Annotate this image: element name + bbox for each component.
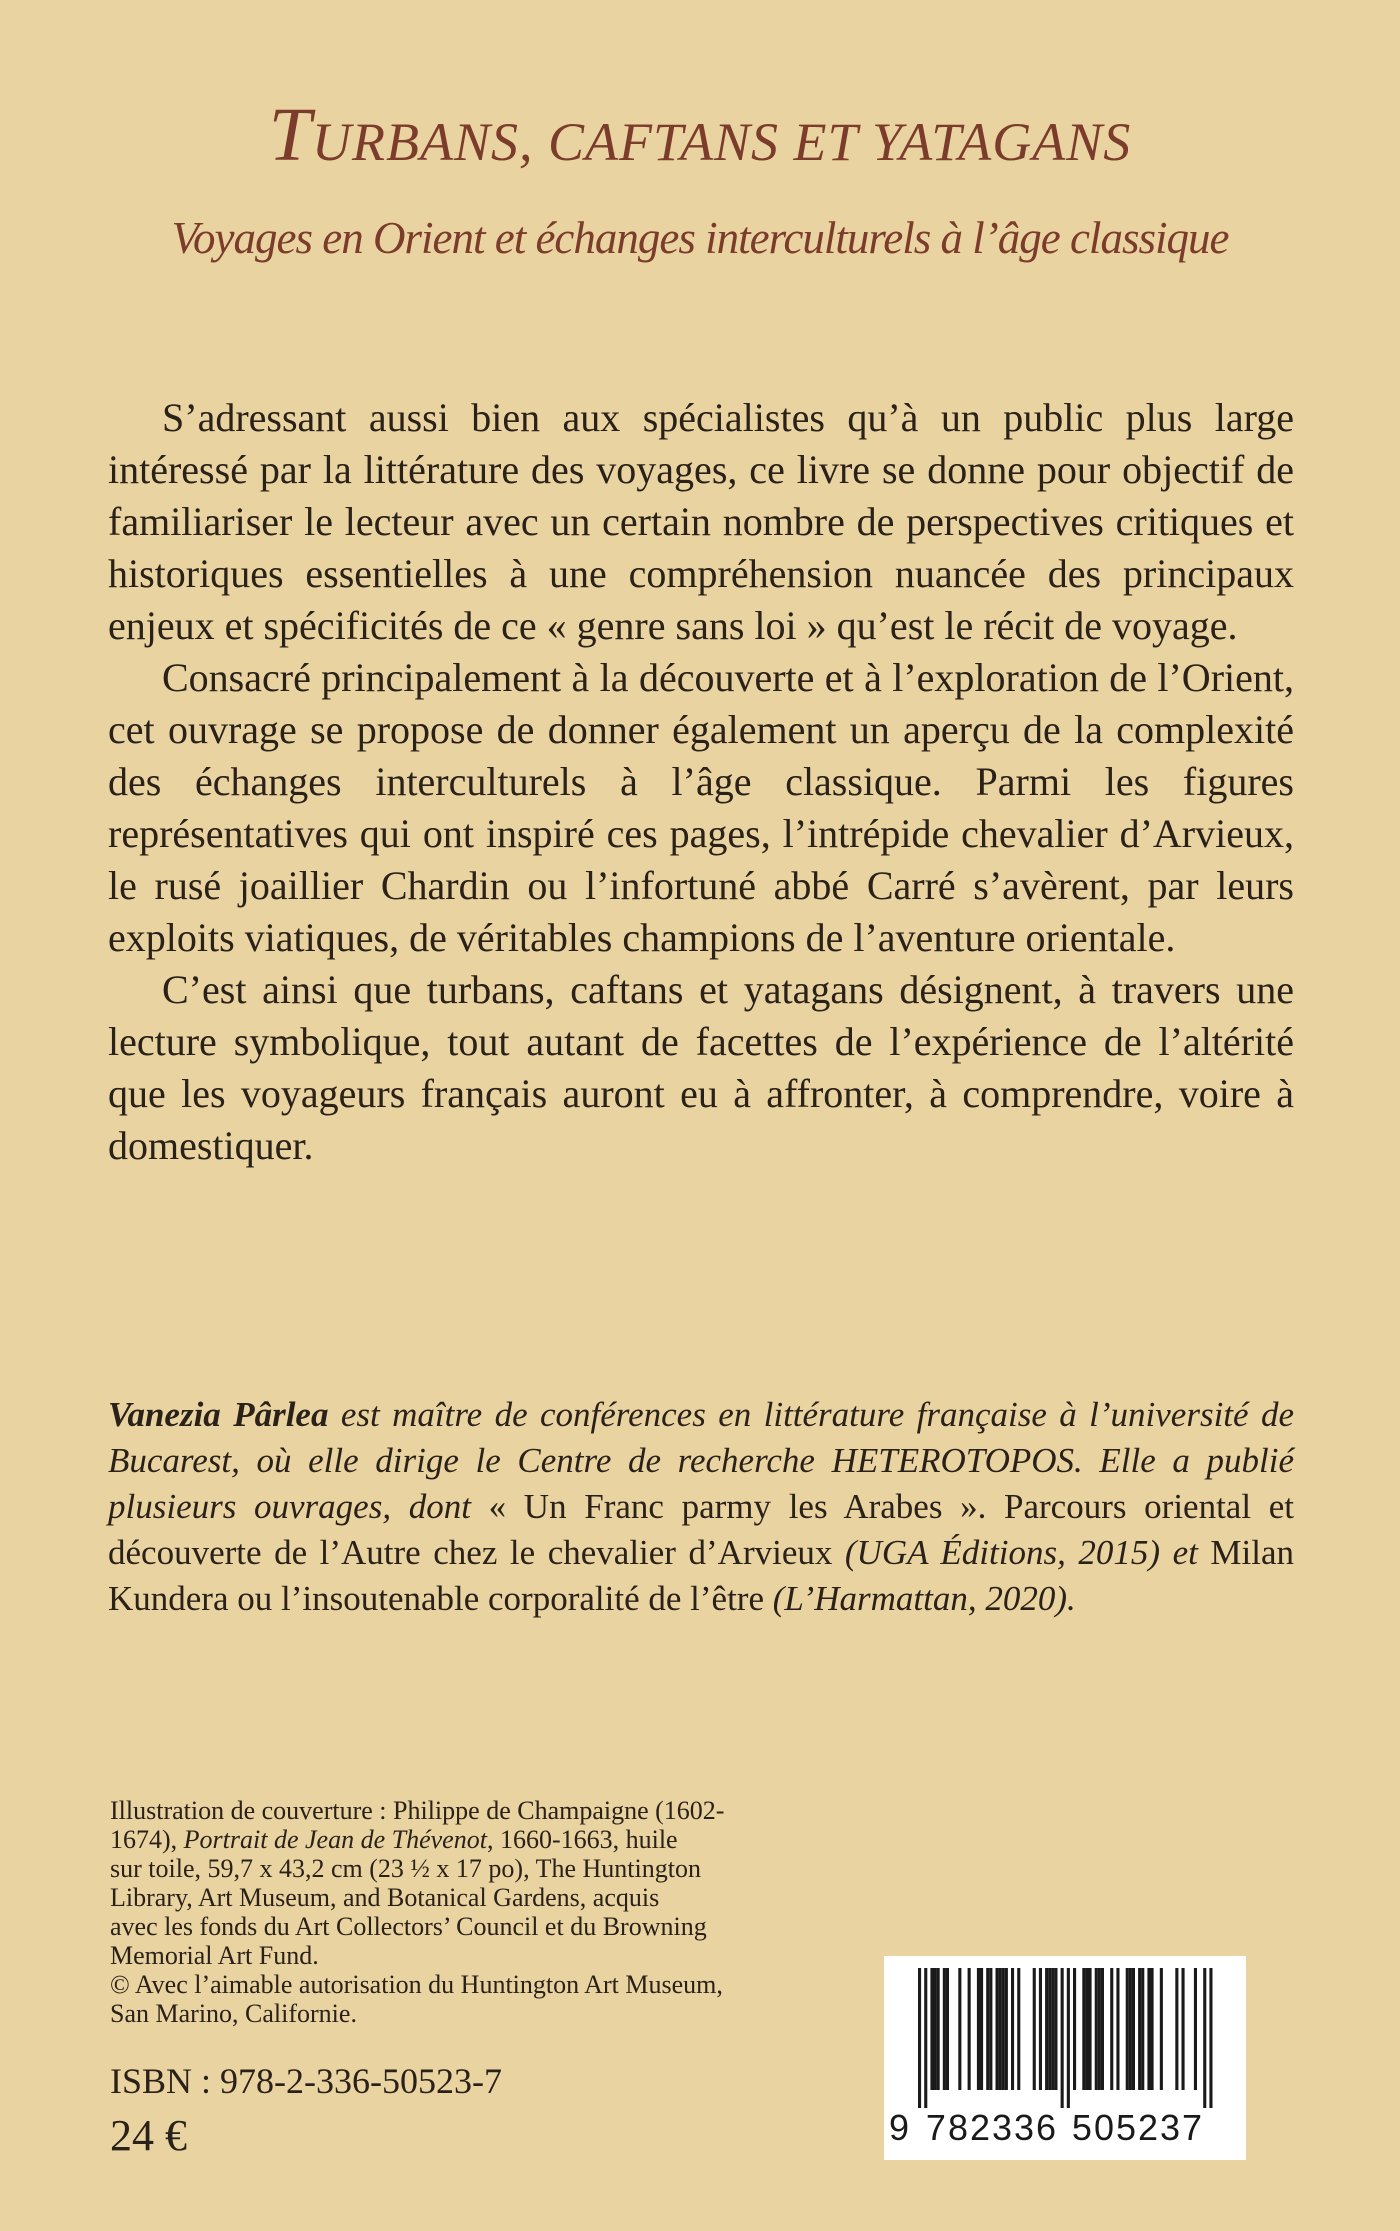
barcode (884, 1956, 1246, 2160)
synopsis (108, 392, 1294, 1172)
credit-line: © Avec l’aimable autorisation du Huntington Art Museum, (110, 1970, 723, 1999)
credit-line: Memorial Art Fund. (110, 1941, 319, 1970)
title-block (0, 93, 1400, 181)
barcode-digits: 782336 (925, 2107, 1059, 2148)
credit-line: avec les fonds du Art Collectors’ Council et du Browning (110, 1912, 707, 1941)
price: 24 € (110, 2111, 187, 2160)
author-bio (108, 1392, 1294, 1622)
bio-segment: (L’Harmattan, 2020). (772, 1579, 1076, 1618)
cover-illustration-credit (110, 1796, 870, 2028)
bio-segment: Vanezia Pârlea (108, 1395, 329, 1434)
synopsis-paragraph: Consacré principalement à la découverte et à l’exploration de l’Orient, cet ouvrage se propose de donner également un aperçu de la complexité des échanges interculturels à l’âge classique. Parmi les figures représentatives qui ont inspiré ces pages, l’intrépide chevalier d’Arvieux, le rusé joaillier Chardin ou l’infortuné abbé Carré s’avèrent, par leurs exploits viatiques, de véritables champions de l’aventure orientale. (108, 655, 1294, 960)
book-subtitle: Voyages en Orient et échanges interculturels à l’âge classique (171, 213, 1229, 263)
bio-segment: est maître de conférences en littérature française à l’université de Bucarest, où elle dirige le Centre de recherche HETEROTOPOS. Elle a publié plusieurs ouvrages, dont (108, 1395, 1294, 1526)
book-title (0, 93, 1400, 181)
credit-line: sur toile, 59,7 x 43,2 cm (23 ½ x 17 po), The Huntington (110, 1854, 701, 1883)
bio-segment: « Un Franc parmy les Arabes ». Parcours oriental et découverte de l’Autre chez le chevalier d’Arvieux (108, 1487, 1294, 1572)
credit-line: San Marino, Californie. (110, 1999, 357, 2028)
barcode-bars (884, 1956, 1246, 2160)
barcode-digits: 505237 (1071, 2107, 1205, 2148)
barcode-digits: 9 (888, 2107, 912, 2148)
synopsis-paragraph: S’adressant aussi bien aux spécialistes qu’à un public plus large intéressé par la littérature des voyages, ce livre se donne pour objectif de familiariser le lecteur avec un certain nombre de perspectives critiques et historiques essentielles à une compréhension nuancée des principaux enjeux et spécificités de ce « genre sans loi » qu’est le récit de voyage. (108, 395, 1294, 648)
title-initial: T (268, 93, 312, 177)
credit-line: Illustration de couverture : Philippe de Champaigne (1602- (110, 1796, 725, 1825)
synopsis-paragraph: C’est ainsi que turbans, caftans et yatagans désignent, à travers une lecture symbolique, tout autant de facettes de l’expérience de l’altérité que les voyageurs français auront eu à affronter, à comprendre, voire à domestiquer. (108, 967, 1294, 1168)
bio-segment: (UGA Éditions, 2015) et (832, 1533, 1211, 1572)
title-rest: URBANS, CAFTANS ET YATAGANS (312, 112, 1132, 172)
isbn: ISBN : 978-2-336-50523-7 (110, 2061, 502, 2101)
bio-segment: Milan Kundera ou l’insoutenable corporalité de l’être (108, 1533, 1294, 1618)
credit-line: Library, Art Museum, and Botanical Gardens, acquis (110, 1883, 660, 1912)
credit-line: 1674), Portrait de Jean de Thévenot, 1660-1663, huile (110, 1825, 678, 1854)
